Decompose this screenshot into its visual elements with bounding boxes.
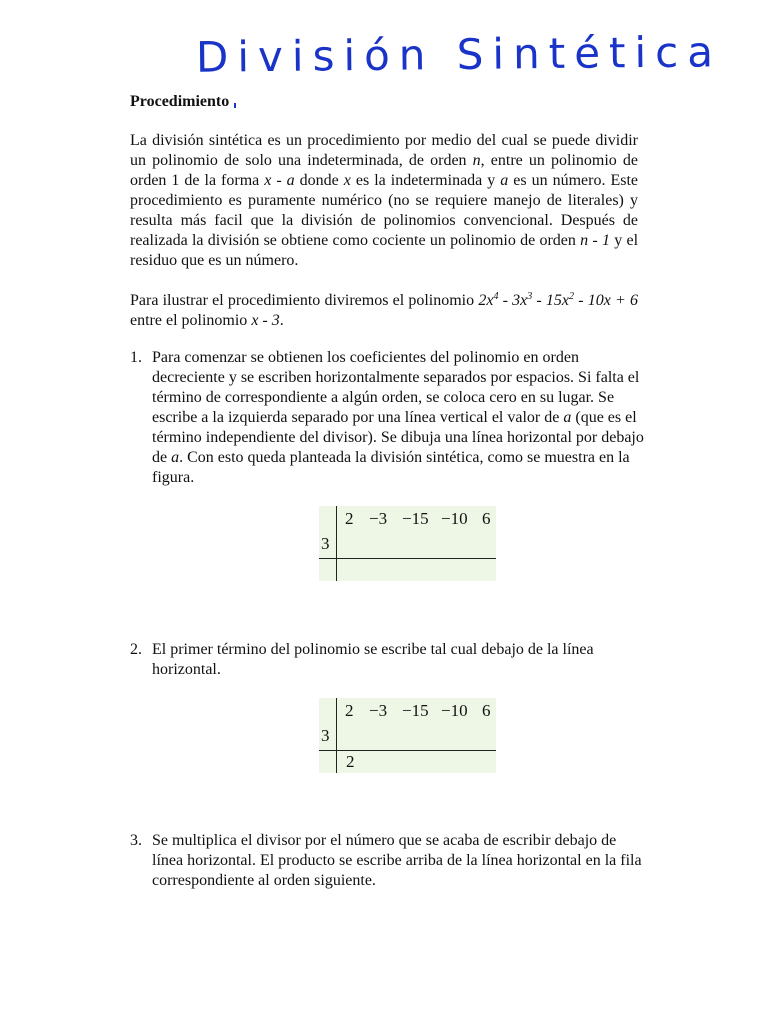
coefficient-cell: −3 [369,701,388,720]
step-number: 1. [130,349,142,366]
step-1 [130,348,646,488]
coefficient-cell: 2 [345,701,354,720]
step-text: El primer término del polinomio se escribe tal cual debajo de la línea horizontal. [152,641,594,678]
handwritten-mark [234,103,236,108]
vertical-divider [336,506,337,581]
coefficient-cell: −10 [441,509,468,528]
step-text: Se multiplica el divisor por el número que se acaba de escribir debajo de línea horizontal. El producto se escribe arriba de la línea horizontal en la fila correspondiente al orden siguiente. [152,832,642,889]
divisor-cell: 3 [321,726,330,745]
section-heading-text: Procedimiento [130,93,230,110]
example-paragraph: Para ilustrar el procedimiento diviremos el polinomio $2x^4 - 3x^3 - 15x^2 - 10x + 6$ entre el polinomio x - 3. [130,291,638,329]
coefficient-cell: 2 [345,509,354,528]
coefficient-cell: 6 [482,509,491,528]
page-title: División Sintética [195,27,723,82]
coefficient-cell: −10 [441,701,468,720]
section-heading [130,93,236,111]
vertical-divider [336,698,337,773]
step-number: 3. [130,832,142,849]
step-3 [130,831,646,891]
coefficient-cell: −15 [402,509,429,528]
coefficient-cell: −15 [402,701,429,720]
step-text: Para comenzar se obtienen los coeficientes del polinomio en orden decreciente y se escriben horizontalmente separados por espacios. Si falta el término de correspondiente a algún orden, se coloca cero en su lugar. Se escribe a la izquierda separado por una línea vertical el valor de a (que es el término independiente del divisor). Se dibuja una línea horizontal por debajo de a. Con esto queda planteada la división sintética, como se muestra en la figura. [152,349,644,486]
coefficient-cell: 6 [482,701,491,720]
step-number: 2. [130,641,142,658]
synthetic-division-table-1 [319,506,496,581]
horizontal-divider [319,750,496,751]
coefficient-cell: −3 [369,509,388,528]
result-cell: 2 [346,752,355,771]
intro-paragraph: La división sintética es un procedimiento por medio del cual se puede dividir un polinomio de solo una indeterminada, de orden n, entre un polinomio de orden 1 de la forma x - a donde x es la indeterminada y a es un número. Este procedimiento es puramente numérico (no se requiere manejo de literales) y resulta más facil que la división de polinomios convencional. Después de realizada la división se obtiene como cociente un polinomio de orden n - 1 y el residuo que es un número. [130,132,639,269]
step-2 [130,640,646,680]
horizontal-divider [319,558,496,559]
divisor-cell: 3 [321,534,330,553]
synthetic-division-table-2 [319,698,496,773]
